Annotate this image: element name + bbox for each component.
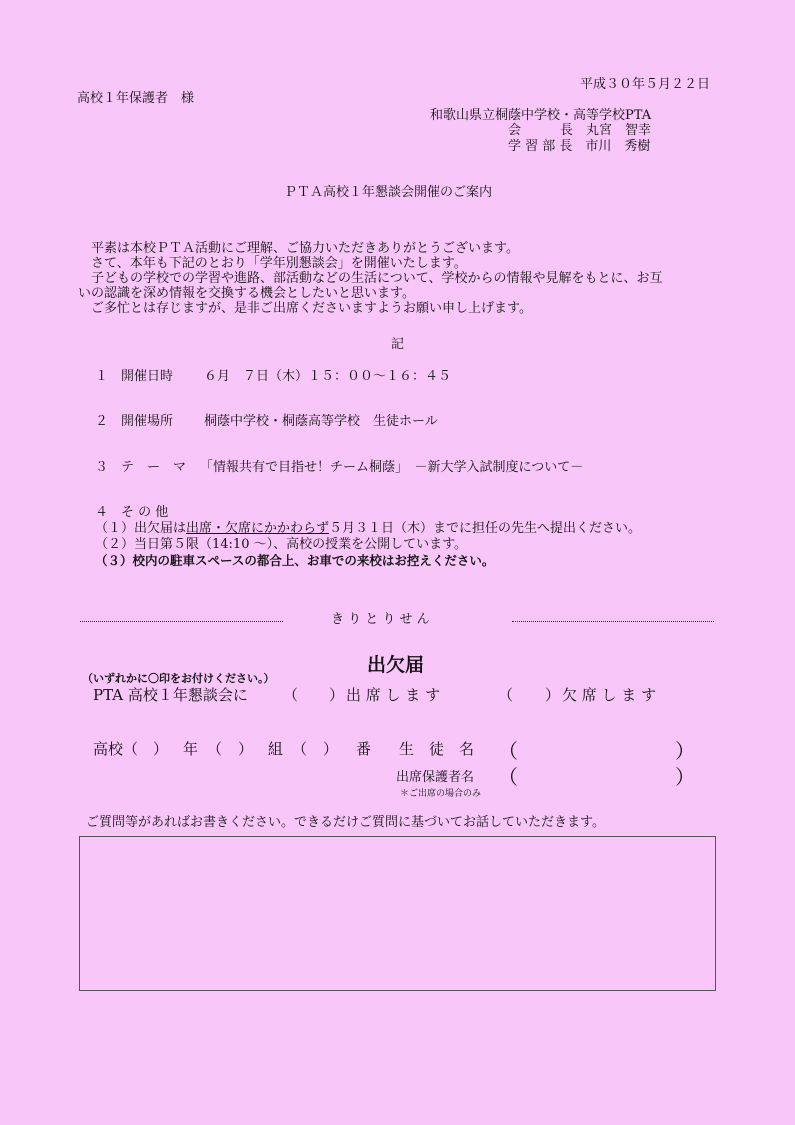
student-name-label: 生 徒 名	[399, 740, 475, 758]
item-date-label: １ 開催日時	[95, 369, 174, 384]
number-paren-open[interactable]: （	[292, 740, 308, 758]
attend-paren-open[interactable]: （	[283, 686, 299, 704]
item-theme-label: ３ テ ー マ	[95, 460, 187, 475]
school-label: 高校	[93, 740, 124, 758]
student-name-close: ）	[675, 739, 695, 763]
sender-chair: 会 長 丸宮 智幸	[508, 123, 652, 138]
guardian-note: ＊ご出席の場合のみ	[400, 789, 482, 799]
document-date: 平成３０年５月２２日	[580, 77, 711, 92]
guardian-name-open[interactable]: （	[498, 765, 518, 789]
absent-paren-open[interactable]: （	[498, 686, 514, 704]
body-line: ご多忙とは存じますが、是非ご出席くださいますようお願い申し上げます。	[78, 301, 532, 316]
item-place-label: ２ 開催場所	[95, 414, 174, 429]
question-prompt: ご質問等があればお書きください。できるだけご質問に基づいてお話していただきます。	[86, 815, 605, 830]
cutline-right	[512, 621, 714, 622]
year-paren-close: ）	[153, 740, 169, 758]
attendance-row	[93, 684, 713, 706]
absent-option: 欠 席 し ま す	[562, 686, 657, 704]
class-label: 組	[268, 740, 284, 758]
note-1-prefix: （１）出欠届は	[95, 521, 187, 536]
ki-marker: 記	[391, 337, 405, 352]
item-place-value: 桐蔭中学校・桐蔭高等学校 生徒ホール	[204, 414, 438, 429]
body-line: いの認識を深め情報を交換する機会としたいと思います。	[78, 286, 415, 301]
item-other-label: ４ そ の 他	[95, 505, 169, 520]
page-title: ＰＴＡ高校１年懇談会開催のご案内	[284, 185, 493, 200]
student-name-open[interactable]: （	[498, 739, 518, 763]
guardian-row	[93, 764, 713, 788]
year-paren-open[interactable]: （	[123, 740, 139, 758]
attendance-prefix: PTA 高校１年懇談会に	[93, 686, 248, 704]
item-theme-value: 「情報共有で目指せ！チーム桐蔭」 －新大学入試制度について－	[200, 460, 584, 475]
sender-department-head: 学 習 部 長 市川 秀樹	[508, 139, 651, 154]
guardian-label: 出席保護者名	[396, 770, 475, 785]
note-1-underlined: 出席・欠席にかかわらず	[186, 521, 330, 536]
body-line: 平素は本校ＰＴＡ活動にご理解、ご協力いただきありがとうございます。	[78, 241, 519, 256]
question-input-box[interactable]	[79, 836, 716, 991]
number-label: 番	[356, 740, 372, 758]
cutline-left	[80, 621, 283, 622]
class-paren-close: ）	[238, 740, 254, 758]
sender-organization: 和歌山県立桐蔭中学校・高等学校PTA	[430, 108, 652, 123]
year-label: 年	[183, 740, 199, 758]
cutline-label: き り と り せ ん	[331, 612, 430, 627]
body-paragraph	[78, 241, 718, 316]
note-2: （２）当日第５限（14:10 ～）、高校の授業を公開しています。	[95, 537, 468, 552]
student-row	[93, 738, 713, 762]
note-3: （３）校内の駐車スペースの都合上、お車での来校はお控えください。	[95, 553, 495, 568]
attend-option: 出 席 し ま す	[346, 686, 441, 704]
note-1	[95, 521, 641, 537]
body-line: 子どもの学校での学習や進路、部活動などの生活について、学校からの情報や見解をもとに、お互	[78, 271, 663, 286]
attend-paren-close: ）	[329, 686, 345, 704]
item-date-value: ６月 ７日（木）１５：００～１６：４５	[204, 369, 452, 384]
form-instruction: （いずれかに〇印をお付けください。）	[82, 672, 275, 685]
note-1-suffix: ５月３１日（木）までに担任の先生へ提出ください。	[329, 521, 642, 536]
body-line: さて、本年も下記のとおり「学年別懇談会」を開催いたします。	[78, 256, 467, 271]
absent-paren-close: ）	[545, 686, 561, 704]
number-paren-close: ）	[323, 740, 339, 758]
guardian-name-close: ）	[675, 765, 695, 789]
addressee: 高校１年保護者 様	[77, 91, 195, 106]
form-title: 出欠届	[367, 654, 425, 676]
class-paren-open[interactable]: （	[207, 740, 223, 758]
